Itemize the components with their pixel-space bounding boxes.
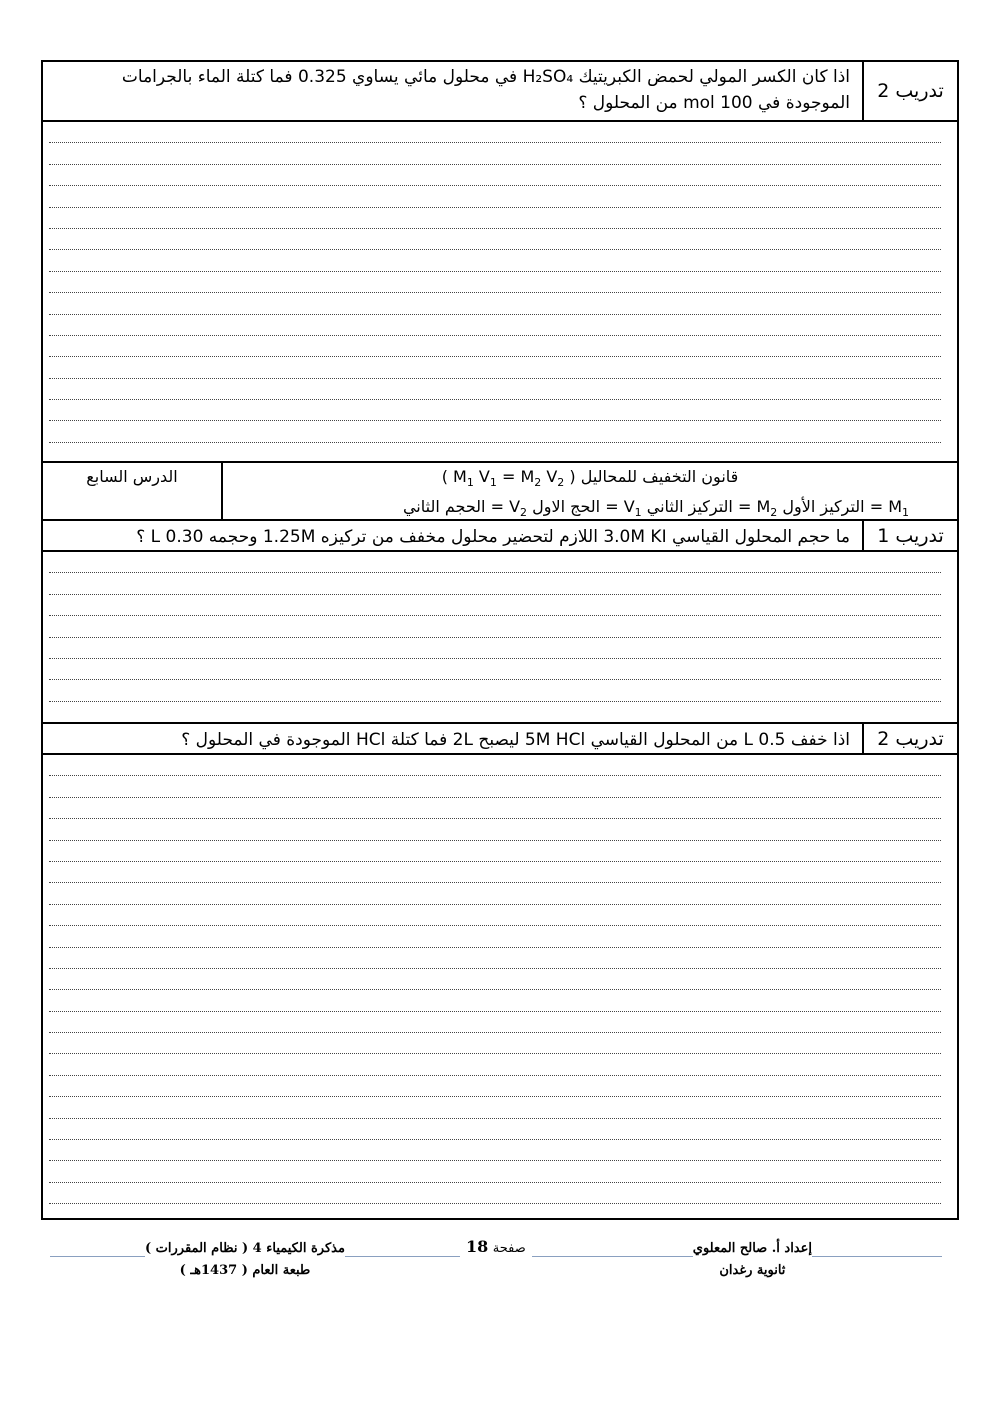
exercise-top-label: تدريب 2: [862, 62, 957, 120]
exercise-top-header: [43, 62, 957, 122]
exercise-top-question: [43, 62, 860, 120]
lesson-title: الدرس السابع: [43, 463, 223, 519]
writing-line: [49, 883, 941, 904]
writing-line: [49, 616, 941, 637]
exercise-2-header: [43, 724, 957, 755]
writing-line: [49, 1140, 941, 1161]
writing-line: [49, 680, 941, 701]
writing-line: [49, 400, 941, 421]
dilution-law-legend: $M_1$ = التركيز الأول $M_2$ = التركيز الثاني $V_1$ = الحج الاول $V_2$ = الحجم الثاني: [402, 497, 909, 520]
writing-line: [49, 905, 941, 926]
writing-line: [49, 1183, 941, 1204]
page-footer: [50, 1236, 942, 1286]
answer-area-exercise-2[interactable]: [43, 755, 957, 1218]
writing-line: [49, 1119, 941, 1140]
exercise-1-header: [43, 521, 957, 552]
writing-line: [49, 357, 941, 378]
answer-lines-exercise-2: [49, 755, 941, 1215]
writing-line: [49, 379, 941, 400]
writing-line: [49, 798, 941, 819]
writing-line: [49, 122, 941, 143]
writing-line: [49, 948, 941, 969]
footer-author: إعداد أ. صالح المعلوي: [692, 1241, 812, 1256]
writing-line: [49, 1054, 941, 1075]
writing-line: [49, 165, 941, 186]
writing-line: [49, 573, 941, 594]
dilution-law-formula: قانون التخفيف للمحاليل ( $M_1$ $V_1 = M_2$ $V_2$ ): [441, 467, 739, 490]
writing-line: [49, 272, 941, 293]
footer-book-title: مذكرة الكيمياء 4 ( نظام المقررات ): [145, 1241, 345, 1256]
writing-line: [49, 755, 941, 776]
writing-line: [49, 862, 941, 883]
dilution-law: [223, 463, 957, 519]
footer-school: ثانوية رغدان: [719, 1263, 786, 1278]
exercise-2-label: تدريب 2: [862, 724, 957, 753]
writing-line: [49, 990, 941, 1011]
answer-lines-exercise-1: [49, 552, 941, 722]
writing-line: [49, 229, 941, 250]
writing-line: [49, 819, 941, 840]
writing-line: [49, 552, 941, 573]
worksheet-frame: [41, 60, 959, 1220]
writing-line: [49, 1161, 941, 1182]
footer-edition: طبعة العام ( 1437هـ ): [179, 1263, 311, 1278]
exercise-2-question: اذا خفف 0.5 L من المحلول القياسي 5M HCl ليصبح 2L فما كتلة HCl الموجودة في المحلول ؟: [181, 729, 850, 750]
answer-area-exercise-1[interactable]: [43, 552, 957, 724]
writing-line: [49, 293, 941, 314]
footer-author-block: [693, 1238, 812, 1282]
writing-line: [49, 186, 941, 207]
writing-line: [49, 315, 941, 336]
lesson-row: [43, 463, 957, 521]
writing-line: [49, 659, 941, 680]
writing-line: [49, 595, 941, 616]
writing-line: [49, 638, 941, 659]
answer-lines-top: [49, 122, 941, 456]
footer-page-word: صفحة: [492, 1241, 526, 1256]
exercise-1-label: تدريب 1: [862, 521, 957, 550]
writing-line: [49, 702, 941, 722]
writing-line: [49, 143, 941, 164]
writing-line: [49, 926, 941, 947]
writing-line: [49, 1012, 941, 1033]
writing-line: [49, 776, 941, 797]
writing-line: [49, 1204, 941, 1215]
writing-line: [49, 969, 941, 990]
writing-line: [49, 250, 941, 271]
writing-line: [49, 1097, 941, 1118]
footer-page: [460, 1236, 532, 1260]
footer-page-number: 18: [466, 1237, 489, 1256]
answer-area-top[interactable]: [43, 122, 957, 463]
writing-line: [49, 841, 941, 862]
writing-line: [49, 1076, 941, 1097]
writing-line: [49, 208, 941, 229]
exercise-1-question: ما حجم المحلول القياسي 3.0M KI اللازم لتحضير محلول مخفف من تركيزه 1.25M وحجمه 0.30 L ؟: [136, 526, 850, 547]
writing-line: [49, 1033, 941, 1054]
exercise-top-question-line1: اذا كان الكسر المولي لحمض الكبريتيك H₂SO₄ في محلول مائي يساوي 0.325 فما كتلة الماء بالجرامات: [121, 67, 850, 87]
footer-book-block: [145, 1238, 345, 1282]
writing-line: [49, 421, 941, 442]
exercise-top-question-line2: الموجودة في 100 mol من المحلول ؟: [578, 93, 850, 113]
writing-line: [49, 336, 941, 357]
